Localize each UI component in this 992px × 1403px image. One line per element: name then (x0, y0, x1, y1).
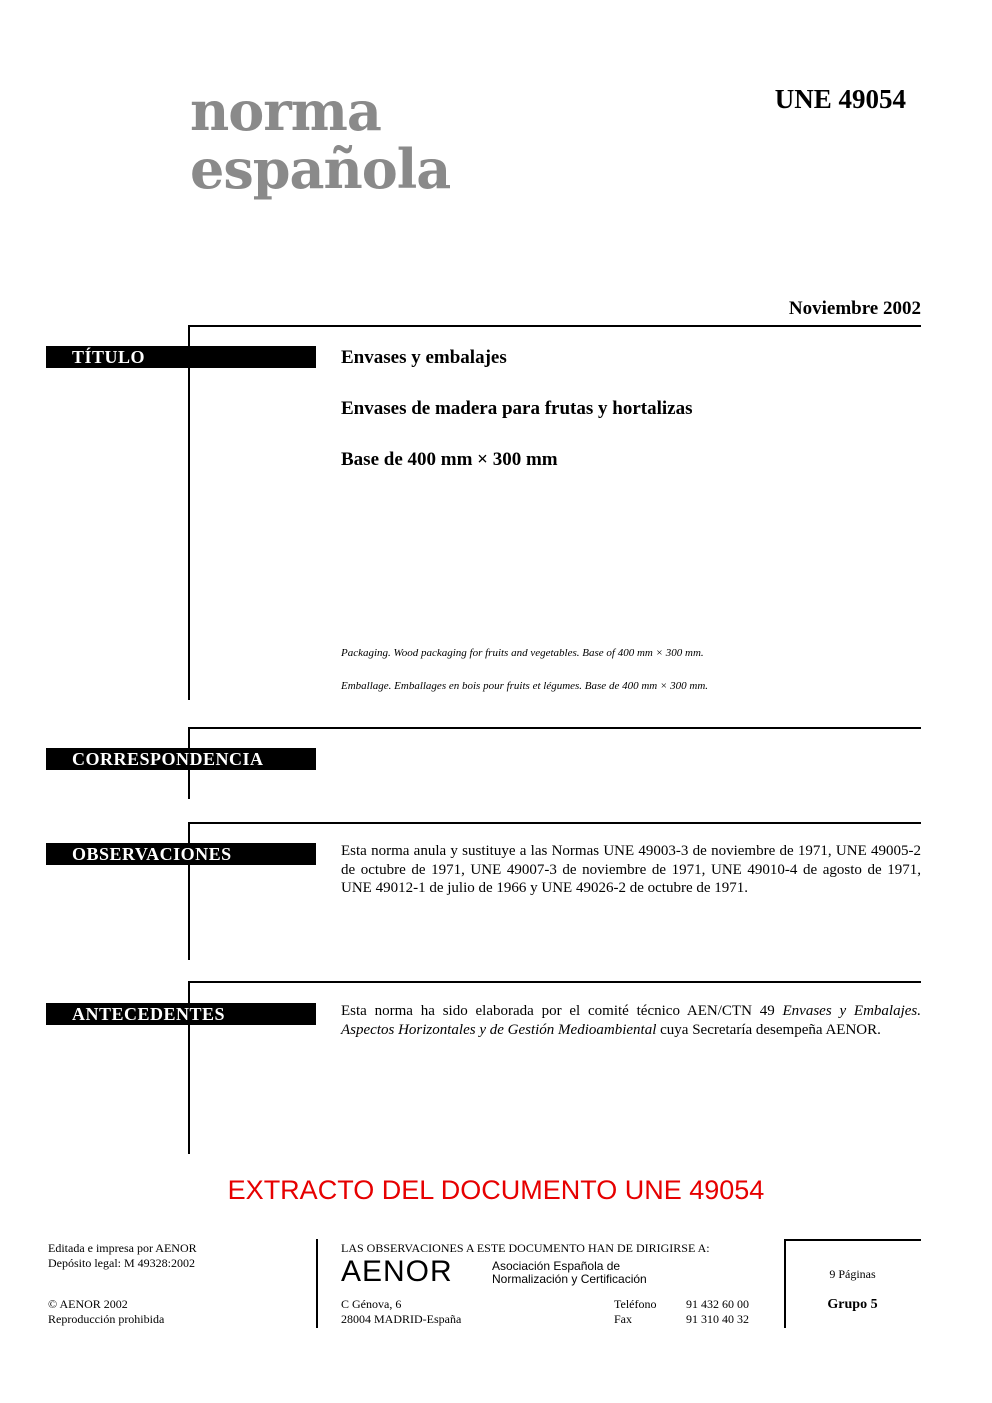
antecedentes-text (341, 1002, 921, 1039)
label-titulo: TÍTULO (46, 346, 316, 368)
footer-observations-header: LAS OBSERVACIONES A ESTE DOCUMENTO HAN DE DIRIGIRSE A: (341, 1241, 710, 1255)
section-rule-correspondencia (188, 727, 921, 729)
standard-code: UNE 49054 (774, 84, 906, 114)
publication-date: Noviembre 2002 (788, 298, 921, 319)
title-line-2: Envases de madera para frutas y hortalizas (341, 398, 693, 419)
antecedentes-text-end: cuya Secretaría desempeña AENOR. (656, 1021, 881, 1038)
section-rule-titulo (188, 325, 921, 327)
footer-reproduction: Reproducción prohibida (48, 1312, 165, 1326)
title-french: Emballage. Emballages en bois pour fruits et légumes. Base de 400 mm × 300 mm. (341, 680, 709, 692)
footer-contact-values (686, 1297, 749, 1327)
aenor-org-line-1: Asociación Española de (492, 1259, 621, 1273)
aenor-org-name (492, 1260, 647, 1286)
footer-deposit: Depósito legal: M 49328:2002 (48, 1256, 195, 1270)
footer-divider-left (316, 1239, 318, 1328)
extract-watermark: EXTRACTO DEL DOCUMENTO UNE 49054 (227, 1175, 765, 1205)
footer-publisher (48, 1241, 197, 1271)
aenor-logo: AENOR (341, 1255, 453, 1288)
label-antecedentes: ANTECEDENTES (46, 1003, 316, 1025)
footer-phone-label: Teléfono (614, 1297, 657, 1311)
brand-title (190, 79, 451, 201)
footer-address (341, 1297, 461, 1327)
footer-phone: 91 432 60 00 (686, 1297, 749, 1311)
footer-box-top (784, 1239, 921, 1241)
brand-line-1: norma (190, 79, 381, 143)
footer-address-street: C Génova, 6 (341, 1297, 402, 1311)
antecedentes-committee-name: Envases y Embalajes. Aspectos Horizontales y de Gestión Medioambiental (341, 1003, 922, 1038)
label-correspondencia: CORRESPONDENCIA (46, 748, 316, 770)
footer-address-city: 28004 MADRID-España (341, 1312, 462, 1326)
antecedentes-text-start: Esta norma ha sido elaborada por el comité técnico AEN/CTN 49 (341, 1003, 783, 1019)
title-line-1: Envases y embalajes (341, 347, 507, 368)
footer-copyright: © AENOR 2002 (48, 1297, 128, 1311)
section-vrule-titulo (188, 325, 190, 700)
section-rule-antecedentes (188, 981, 921, 983)
footer-fax-label: Fax (614, 1312, 632, 1326)
brand-line-2: española (190, 137, 451, 201)
footer-rights (48, 1297, 164, 1327)
section-rule-observaciones (188, 822, 921, 824)
observaciones-text: Esta norma anula y sustituye a las Normas UNE 49003-3 de noviembre de 1971, UNE 49005-2 de octubre de 1971, UNE 49007-3 de noviembre de 1971, UNE 49010-4 de agosto de 1971, UNE 49012-1 de julio de 1966 y UNE 49026-2 de octubre de 1971. (341, 843, 921, 896)
footer-fax: 91 310 40 32 (686, 1312, 749, 1326)
aenor-org-line-2: Normalización y Certificación (492, 1272, 647, 1286)
footer-group: Grupo 5 (827, 1297, 878, 1312)
title-line-3: Base de 400 mm × 300 mm (341, 449, 558, 470)
title-english: Packaging. Wood packaging for fruits and vegetables. Base of 400 mm × 300 mm. (341, 647, 704, 659)
label-observaciones: OBSERVACIONES (46, 843, 316, 865)
footer-divider-right (784, 1239, 786, 1328)
footer-pages: 9 Páginas (829, 1267, 876, 1281)
footer-edited: Editada e impresa por AENOR (48, 1241, 197, 1255)
footer-contact-labels (614, 1297, 656, 1327)
